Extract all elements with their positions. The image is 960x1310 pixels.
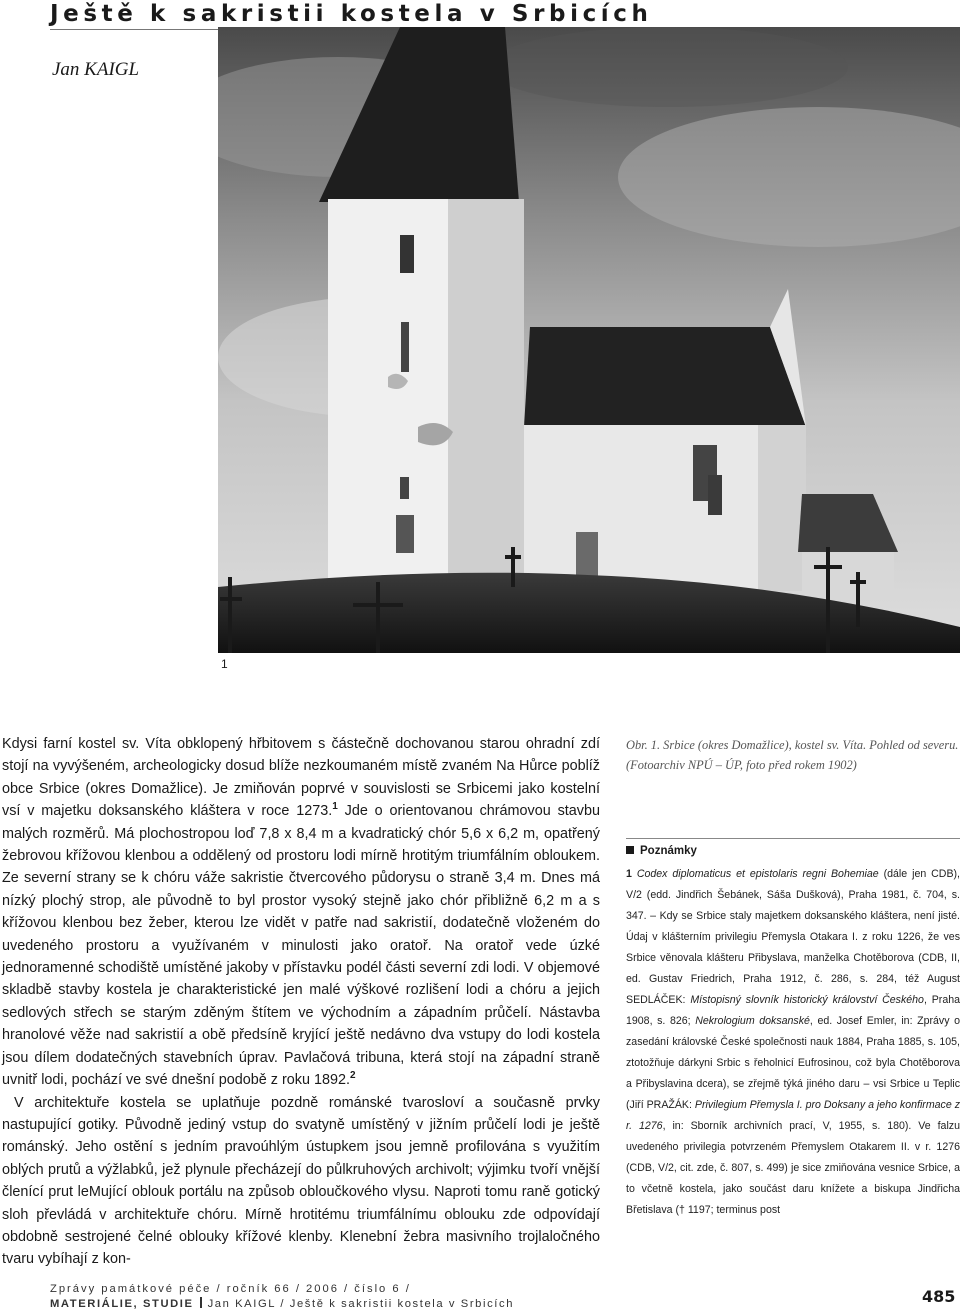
text-run: Kdysi farní kostel sv. Víta obklopený hřbitovem s částečně dochovanou starou ohradní zdí stojí na vyvýšeném, archeologicky dosud blíže nezkoumaném místě zvaném Na Hůrce poblíž obce Srbice (okres Domažlice). Je zmiňován poprvé v souvislosti se Srbicemi jako kostelní vsí v majetku doksanského kláštera v roce 1273. [2,736,600,820]
page-number: 485 [922,1287,956,1306]
note-title: Codex diplomaticus et epistolaris regni Bohemiae [636,868,879,880]
figure-number: 1 [221,657,228,671]
church-photo [218,27,960,653]
article-title: Ještě k sakristii kostela v Srbicích [50,1,653,27]
notes-heading-label: Poznámky [640,845,697,857]
square-bullet-icon [626,846,634,854]
paragraph [2,733,600,1092]
text-run: Jde o orientovanou chrámovou stavbu malých rozměrů. Má plochostropou loď 7,8 x 8,4 m a kvadratický chór 5,6 x 6,2 m, opatřený žebrovou křížovou klenbou a oddělený od prostoru lodi mírně hrotitým triumfálním obloukem. Ze severní strany se k chóru váže sakristie čtvercového půdorysu o straně 3,4 m. Dnes má nízký plochý strop, ale původně to byl prostor vysoký stejně jako chór přibližně 6,2 m a s křížovou klenbou bez žeber, kterou lze vidět v patře nad sakristií, dodatečně vloženém do uvedeného prostoru a využívaném v minulosti jako oratoř. Na oratoř vede úzké jednoramenné schodiště umístěné jakoby v přístavku podél části severní zdi lodi. V objemové skladbě stavby kostela je charakteristické jen malé výškové rozlišení lodi a chóru a jejich sedlových střech se starým zděným štítem ve východním a západním průčelí. Nástavba hranolové věže nad sakristií a obě předsíně kryjící ještě nedávno dva vstupy do lodi kostela jsou dílem dodatečných stavebních úprav. Pavlačová tribuna, která stojí na západní straně uvnitř lodi, pochází ve své dnešní podobě z roku 1892. [2,803,600,1089]
note-title: Místopisný slovník historický království Českého [690,994,924,1006]
footer-article [50,1297,514,1310]
note-run: , in: Sborník archivních prací, V, 1955, s. 180). Ve falzu uvedeného privilegia potvrzeném Přemyslem Otakarem II. v r. 1276 (CDB, V/2, cit. zde, č. 807, s. 499) je sice zmiňována vesnice Srbice, a to včetně kostela, jako součást daru knížete a biskupa Jindřicha Břetislava († 1197; terminus post [626,1120,960,1216]
footnote-ref: 2 [350,1070,356,1082]
note-title: Nekrologium doksanské [695,1015,810,1027]
note-number: 1 [626,868,637,880]
author: Jan KAIGL [52,59,140,80]
body-text [2,733,600,1271]
notes-text [626,864,960,1221]
note-run: , ed. Josef Emler, in: Zprávy o zasedání královské České společnosti nauk 1884, Praha 1885, s. 105, ztotožňuje dárkyni Srbic s řeholnicí Eufrosinou, což byla Chotěborova a Přibyslavina dcera), se zřejmě týká jiného daru – vsi Srbice u Teplic (Jiří PRAŽÁK: [626,1015,960,1111]
footnote-ref: 1 [332,801,338,813]
note-title: Privilegium Přemysla I. pro Doksany a jeho konfirmace z r. 1276 [626,1099,960,1132]
notes-rule [626,838,960,839]
figure-caption: Obr. 1. Srbice (okres Domažlice), kostel sv. Víta. Pohled od severu. (Fotoarchiv NPÚ – ÚP, foto před rokem 1902) [626,738,959,772]
footer-separator [200,1297,202,1308]
footer-article-ref: Jan KAIGL / Ještě k sakristii kostela v Srbicích [207,1298,515,1310]
note-run: , Praha 1908, s. 826; [626,994,960,1027]
paragraph: V architektuře kostela se uplatňuje pozdně románské tvarosloví a současně prvky nastupující gotiky. Původně jediný vstup do svatyně umístěný v jižním průčelí lodi je ještě románský. Jeho ostění s jedním pravoúhlým ústupkem jsou jemně profilována s využitím oblých prutů a výžlabků, jež plynule přecházejí do půlkruhových archivolt; výjimku tvoří vnější členící prut leMující oblouk portálu na způsob obloučkového vlysu. Naproti tomu raně gotický sloh převládá v architektuře chóru. Mírně hrotitému triumfálnímu oblouku zde odpovídají obdobně sestrojené čelné oblouky křížové klenby. Klenební žebra masivního trojlaločného tvaru vybíhají z kon- [2,1094,600,1268]
footer-journal: Zprávy památkové péče / ročník 66 / 2006 / číslo 6 / [50,1283,411,1295]
note-run: (dále jen CDB), V/2 (edd. Jindřich Šebánek, Sáša Dušková), Praha 1981, č. 704, s. 347. – Kdy se Srbice staly majetkem doksanského kláštera, není jisté. Údaj v klášterním privilegiu Přemysla Otakara I. z roku 1226, že ves Srbice věnovala klášteru Přibyslava, manželka Chotěborova (CDB, II, ed. Gustav Friedrich, Praha 1912, č. 286, s. 284, též August SEDLÁČEK: [626,868,960,1006]
notes-heading [626,845,697,857]
footer-section: MATERIÁLIE, STUDIE [50,1298,194,1310]
